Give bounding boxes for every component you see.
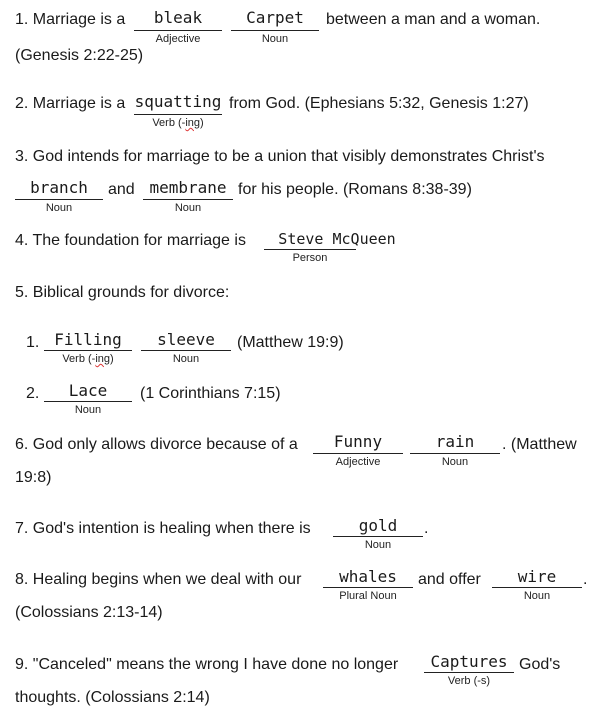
item-6-fill-2: rain — [435, 432, 475, 451]
item-2-text: 2. Marriage is a — [15, 95, 126, 112]
item-8-blank-1[interactable] — [323, 587, 413, 588]
item-6-cont: 19:8) — [15, 469, 52, 486]
item-5-sub-1-blank-2[interactable] — [141, 350, 231, 351]
hint-pre: Verb (- — [152, 117, 186, 129]
item-4-fill-1: Steve McQueen — [278, 230, 396, 248]
item-3-blank-2[interactable] — [143, 199, 233, 200]
hint-squiggle: ing — [185, 117, 201, 129]
item-4-text: 4. The foundation for marriage is — [15, 232, 246, 249]
item-7-after: . — [424, 520, 429, 537]
item-4-hint-1: Person — [292, 252, 328, 264]
item-8-blank-2[interactable] — [492, 587, 582, 588]
item-3-after: for his people. (Romans 8:38-39) — [238, 181, 472, 198]
item-1-hint-1: Adjective — [155, 33, 201, 45]
item-6-blank-2[interactable] — [410, 453, 500, 454]
item-1-after: between a man and a woman. — [326, 11, 541, 28]
item-5-sub-2-after: (1 Corinthians 7:15) — [140, 385, 281, 402]
item-6-blank-1[interactable] — [313, 453, 403, 454]
item-8-text: 8. Healing begins when we deal with our — [15, 571, 302, 588]
item-3-blank-1[interactable] — [15, 199, 103, 200]
item-2-hint-1 — [134, 116, 222, 130]
item-9-blank-1[interactable] — [424, 672, 514, 673]
item-2-fill-1: squatting — [134, 92, 222, 111]
hint-squiggle: ing — [95, 353, 111, 365]
item-5-text: 5. Biblical grounds for divorce: — [15, 284, 230, 301]
hint-pre: Verb (- — [62, 353, 96, 365]
item-6-hint-1: Adjective — [335, 456, 381, 468]
item-7-fill-1: gold — [358, 516, 398, 535]
item-3-fill-2: membrane — [149, 178, 227, 197]
item-9-hint-1: Verb (-s) — [447, 675, 491, 687]
item-1-fill-1: bleak — [153, 8, 203, 27]
item-2-after: from God. (Ephesians 5:32, Genesis 1:27) — [229, 95, 529, 112]
item-7-text: 7. God's intention is healing when there is — [15, 520, 311, 537]
item-1-blank-1[interactable] — [134, 30, 222, 31]
item-8-mid: and offer — [418, 571, 481, 588]
item-5-sub-2-blank-1[interactable] — [44, 401, 132, 402]
item-9-cont: thoughts. (Colossians 2:14) — [15, 689, 210, 706]
item-3-mid: and — [108, 181, 135, 198]
item-6-after: . (Matthew — [502, 436, 577, 453]
item-1-blank-2[interactable] — [231, 30, 319, 31]
item-5-sub-2-fill-1: Lace — [68, 381, 108, 400]
item-5-sub-1-blank-1[interactable] — [44, 350, 132, 351]
item-9-text: 9. "Canceled" means the wrong I have done no longer — [15, 656, 399, 673]
item-9-fill-1: Captures — [430, 652, 508, 671]
item-7-blank-1[interactable] — [333, 536, 423, 537]
item-6-fill-1: Funny — [333, 432, 383, 451]
item-8-fill-1: whales — [339, 567, 397, 586]
item-6-hint-2: Noun — [441, 456, 469, 468]
item-5-sub-2-num: 2. — [26, 385, 40, 402]
item-9-after: God's — [519, 656, 561, 673]
item-5-sub-1-hint-2: Noun — [172, 353, 200, 365]
item-5-sub-1-num: 1. — [26, 334, 40, 351]
item-3-fill-1: branch — [30, 178, 88, 197]
hint-post: ) — [110, 353, 114, 365]
item-3-text: 3. God intends for marriage to be a union that visibly demonstrates Christ's — [15, 148, 545, 165]
item-5-sub-2-hint-1: Noun — [74, 404, 102, 416]
item-1-hint-2: Noun — [261, 33, 289, 45]
item-5-sub-1-after: (Matthew 19:9) — [237, 334, 344, 351]
item-5-sub-1-fill-1: Filling — [54, 330, 122, 349]
item-8-after: . — [583, 571, 588, 588]
item-8-hint-1: Plural Noun — [339, 590, 397, 602]
item-1-text: 1. Marriage is a — [15, 11, 126, 28]
hint-post: ) — [200, 117, 204, 129]
item-8-fill-2: wire — [517, 567, 557, 586]
item-2-blank-1[interactable] — [134, 114, 222, 115]
item-5-sub-1-fill-2: sleeve — [157, 330, 215, 349]
item-3-hint-1: Noun — [45, 202, 73, 214]
item-3-hint-2: Noun — [174, 202, 202, 214]
item-8-cont: (Colossians 2:13-14) — [15, 604, 163, 621]
item-1-fill-2: Carpet — [246, 8, 304, 27]
item-1-cont: (Genesis 2:22-25) — [15, 47, 144, 64]
item-4-blank-1[interactable] — [264, 249, 356, 250]
item-6-text: 6. God only allows divorce because of a — [15, 436, 298, 453]
item-8-hint-2: Noun — [523, 590, 551, 602]
item-7-hint-1: Noun — [364, 539, 392, 551]
item-5-sub-1-hint-1 — [44, 352, 132, 366]
